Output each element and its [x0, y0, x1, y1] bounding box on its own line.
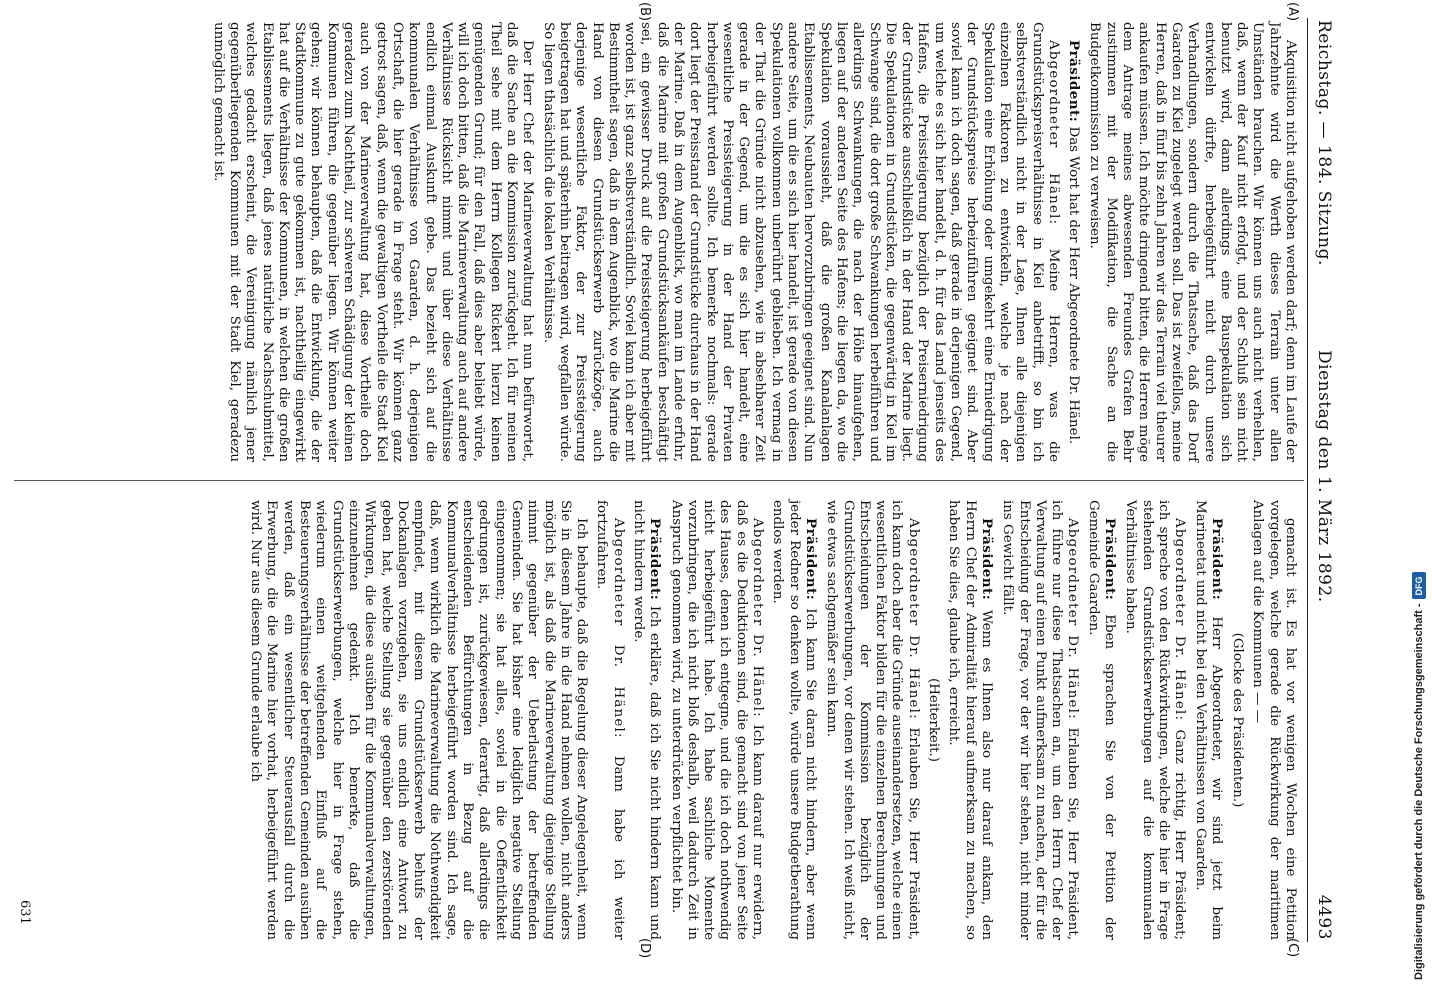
paragraph-text: Ich erkläre, daß ich Sie nicht hindern kann und nicht hindern werde.: [631, 500, 663, 940]
paragraph-text: Ich kann darauf nur erwidern, daß es die Deduktionen sind, die gemacht sind von jener Seite des Hauses, denen ich entgegne, und die ich doch nothwendig nicht herbeigeführt habe. Ich habe sachliche Momente vorzubringen, die ich nicht bloß deshalb, weil dadurch Zeit in Anspruch genommen wird, zu unterdrücken verpflichtet bin.: [668, 500, 766, 940]
speaker-name: Abgeordneter Hänel:: [1045, 40, 1061, 226]
margin-marker-c: (C): [1285, 938, 1300, 958]
paragraph: [539, 22, 1061, 462]
paragraph-text: Herr Abgeordneter, wir sind jetzt beim Marineetat und nicht bei den Verhältnissen von Gaarden.: [1192, 500, 1224, 940]
paragraph-text: Dann habe ich weiter fortzufahren.: [594, 500, 626, 940]
paragraph-text: Ich behaupte, daß die Regelung dieser Angelegenheit, wenn Sie in diesem Jahre in die Hand nehmen wollen, nicht anders möglich ist, als daß die Marineverwaltung diejenige Stellung nimmt gegenüber der Ueberlastung der betreffenden Gemeinden. Sie hat bisher eine lediglich negative Stellung eingenommen; sie hat alles, soviel in die Oeffentlichkeit gedrungen ist, zurückgewiesen, derartig, daß allerdings die entscheidenden Befürchtungen in Bezug auf die Kommunalverhältnisse herbeigeführt worden sind. Ich sage, daß, wenn wirklich die Marineverwaltung die Nothwendigkeit empfindet, mit diesem Grundstückserwerb behufs der Dockanlagen vorzugehen, sie uns endlich eine Antwort zu geben hat, welche Stellung sie gegenüber den zerstörenden Wirkungen, die diese ausüben für die Kommunalverwaltungen, einzunehmen gedenkt. Ich bemerke, daß die Grundstückserwerbungen, welche hier in Frage stehen, wiederum einen weitgehenden Einfluß auf die Besteuerungsverhältnisse der betreffenden Gemeinden ausüben werden, daß ein wesentlicher Steuerausfall durch die Erwerbung, die die Marine hier vorhat, herbeigeführt werden wird. Nur aus diesem Grunde erlaube ich: [248, 500, 590, 940]
margin-marker-b: (B): [637, 2, 652, 22]
paragraph: [593, 500, 626, 940]
speaker-name: Präsident:: [1102, 518, 1119, 601]
paragraph: [1122, 500, 1187, 940]
paragraph: [999, 500, 1080, 940]
right-column: [243, 500, 1298, 940]
paragraph: [945, 500, 995, 940]
margin-marker-d: (D): [637, 938, 652, 959]
paragraph-text: Erlauben Sie, Herr Präsident, ich kann doch aber die Gründe auseinandersetzen, welche einen wesentlichen Faktor bilden für die einzelnen Berechnungen und Entscheidungen der Kommission bezüglich der Grundstückserwerbungen, vor denen wir stehen. Ich weiß nicht, wie etwas sachgemäßer sein kann.: [824, 500, 921, 941]
paragraph: [667, 500, 765, 940]
paragraph: [1084, 500, 1118, 940]
speaker-name: Präsident:: [647, 518, 664, 601]
left-column: [205, 22, 1298, 462]
paragraph: [925, 500, 941, 940]
speaker-name: Präsident:: [978, 518, 995, 601]
paragraph-text: Eben sprachen Sie von der Petition der Gemeinde Gaarden.: [1085, 500, 1118, 940]
speaker-name: Abgeordneter Dr. Hänel:: [610, 518, 626, 739]
paragraph: [1249, 500, 1298, 940]
speaker-name: Präsident:: [1066, 40, 1083, 123]
paragraph: [769, 500, 819, 940]
paragraph-text: (Glocke des Präsidenten.): [1230, 632, 1246, 808]
dfg-logo: DFG: [1412, 572, 1426, 599]
paragraph-text: Meine Herren, was die Grundstückspreisverhältnisse in Kiel anbetrifft, so bin ich selbstverständlich nicht in der Lage, Ihnen alle diejenigen einzelnen Faktoren zu entwickeln, welche je nach der Spekulation eine Erhöhung oder umgekehrt eine Erniedrigung der Grundstückspreise herbeizuführen geeignet sind. Aber soviel kann ich doch sagen, daß gerade in derjenigen Gegend, um welche es sich hier handelt, d. h. für das Land jenseits des Hafens, die Preissteigerung bezüglich der Preiserniedrigung der Grundstücke ausschließlich in der Hand der Marine liegt. Die Spekulationen in Grundstücken, die gegenwärtig in Kiel im Schwange sind, die dort große Schwankungen herbeiführen und allerdings Schwankungen, die nach der Höhe hinaufgehen, liegen auf der anderen Seite des Hafens; die liegen da, wo die Spekulation voraussieht, daß die großen Kanalanlagen Etablissements, Neubauten hervorzubringen geeignet sind. Nun andere Seite, um die es sich hier handelt, ist gerade von diesen Spekulationen vollkommen unberührt geblieben. Ich vermag in der That die Gründe nicht abzusehen, wie in absehbarer Zeit gerade in der Gegend, um die es sich hier handelt, eine wesentliche Preissteigerung in der Hand der Privaten herbeigeführt werden sollte. Ich bemerke nochmals: gerade dort liegt der Preisstand der Grundstücke durchaus in der Hand der Marine. Daß in dem Augenblick, wo man im Lande erfuhr, daß die Marine mit großen Grundstücksankäufen beschäftigt sei, ein gewisser Druck auf die Preissteigerung herbeigeführt worden ist, ist ganz selbstverständlich. Soviel kann ich aber mit Bestimmtheit sagen, daß in dem Augenblick, wo die Marine die Hand von diesen Grundstückserwerb zurückzöge, auch derjenige wesentliche Faktor, der zur Preissteigerung beigetragen hat und späterhin beitragen wird, wegfallen würde. So liegen thatsächlich die lokalen Verhältnisse.: [540, 22, 1061, 462]
page-header: [1308, 20, 1342, 940]
credit-text: Digitalisierung gefördert durch die Deutsche Forschungsgemeinschaft -: [1413, 603, 1425, 980]
speaker-name: Abgeordneter Dr. Hänel:: [1065, 518, 1081, 720]
paragraph: [1191, 500, 1225, 940]
paragraph-text: Ganz richtig, Herr Präsident; ich spreche von den Rückwirkungen, welche die hier in Frage stehenden Grundstückserwerbungen auf die kommunalen Verhältnisse haben.: [1123, 500, 1188, 940]
speaker-name: Abgeordneter Dr. Hänel:: [905, 518, 921, 720]
paragraph-text: Erlauben Sie, Herr Präsident, ich führe nur diese Thatsachen an, um den Herrn Chef der Verwaltung auf einen Punkt aufmerksam zu machen, der für die Entscheidung der Frage, vor der wir hier stehen, nicht minder ins Gewicht fällt.: [1000, 500, 1081, 940]
paragraph: [1065, 22, 1082, 462]
paragraph-text: Akquisition nicht aufgehoben werden darf; denn im Laufe der Jahrzehnte wird die Werth dieses Terrain unter allen Umständen brauchen. Wir können uns auch nicht verhehlen, daß, wenn der Kauf nicht erfolgt, und der Schluß sein nicht benutzt wird, dann allerdings eine Bauspekulation sich entwickeln dürfte, herbeigeführt nicht durch unsere Verhandlungen, sondern durch die Thatsache, daß das Dorf Gaarden zu Kiel zugelegt werden soll. Das ist zweifellos, meine Herren, daß in fünf bis zehn Jahren wir das Terrain viel theurer ankaufen müssen. Ich möchte dringend bitten, die Herren möge dem Antrage meines abwesenden Freundes Grafen Behr zustimmen mit der Modifikation, die Sache an die Budgetkommission zu verweisen.: [1087, 22, 1298, 462]
folio-number: 631: [17, 900, 32, 925]
paragraph-text: gemacht ist. Es hat vor wenigen Wochen eine Petition vorgelegen, welche gerade die Rückwirkung der maritimen Anlagen auf die Kommunen — —: [1250, 500, 1298, 940]
speaker-name: Abgeordneter Dr. Hänel:: [750, 518, 766, 718]
digitization-credit: [1404, 30, 1430, 980]
paragraph: [1086, 22, 1298, 462]
paragraph-text: Das Wort hat der Herr Abgeordnete Dr. Hänel.: [1066, 126, 1082, 445]
paragraph: [209, 22, 535, 462]
paragraph-text: Ich kann Sie daran nicht hindern, aber wenn jeder Redner so denken wollte, würde unsere Budgetberathung endlos werden.: [770, 500, 818, 940]
speaker-name: Präsident:: [802, 518, 819, 601]
paragraph: [630, 500, 664, 940]
header-rule: [1307, 18, 1308, 942]
header-page-number: 4493: [1314, 894, 1334, 940]
paragraph-text: Der Herr Chef der Marineverwaltung hat nun befürwortet, daß die Sache an die Kommission zurückgeht. Ich für meinen Theil sehe mit dem Herrn Kollegen Rickert hierzu keinen genügenden Grund; für den Fall, daß dies aber beliebt würde, will ich doch bitten, daß die Marineverwaltung auch auf andere Verhältnisse Rücksicht nimmt und über diese Verhältnisse endlich einmal Auskunft gebe. Das bezieht sich auf die kommunalen Verhältnisse von Gaarden, d. h. derjenigen Ortschaft, die hier gerade in Frage steht. Wir können ganz getrost sagen, daß, wenn die gewaltigen Vortheile die Stadt Kiel auch von der Marineverwaltung hat, diese Vortheile doch geradezu zum Nachtheil, zur schweren Schädigung der kleinen Kommunen führen, die gegenüber liegen. Wir können weiter gehen; wir können behaupten, daß die Entwicklung, die der Stadtkommune zu gute gekommen ist, nachtheilig eingewirkt hat auf die Verhältnisse der Kommunen, in welchen die großen Etablissements liegen, daß jenes natürliche Nachschubmittel, welches gedacht erscheint, die Vereinigung nämlich jener gegenüberliegenden Kommunen mit der Stadt Kiel, geradezu unmöglich gemacht ist.: [210, 22, 536, 462]
header-session: Reichstag. — 184. Sitzung.: [1314, 20, 1334, 266]
speaker-name: Abgeordneter Dr. Hänel:: [1172, 518, 1188, 722]
speaker-name: Präsident:: [1208, 518, 1225, 601]
paragraph: [247, 500, 589, 940]
paragraph-text: (Heiterkeit.): [926, 678, 942, 762]
paragraph: [1229, 500, 1245, 940]
margin-marker-a: (A): [1285, 2, 1300, 22]
paragraph: [823, 500, 921, 940]
header-date: Dienstag den 1. März 1892.: [1314, 350, 1334, 603]
column-separator: [14, 480, 1304, 481]
paragraph-text: Wenn es Ihnen also nur darauf ankam, den Herrn Chef der Admiralität hierauf aufmerksam zu machen, so haben Sie dies, glaube ich, erreicht.: [946, 500, 994, 940]
